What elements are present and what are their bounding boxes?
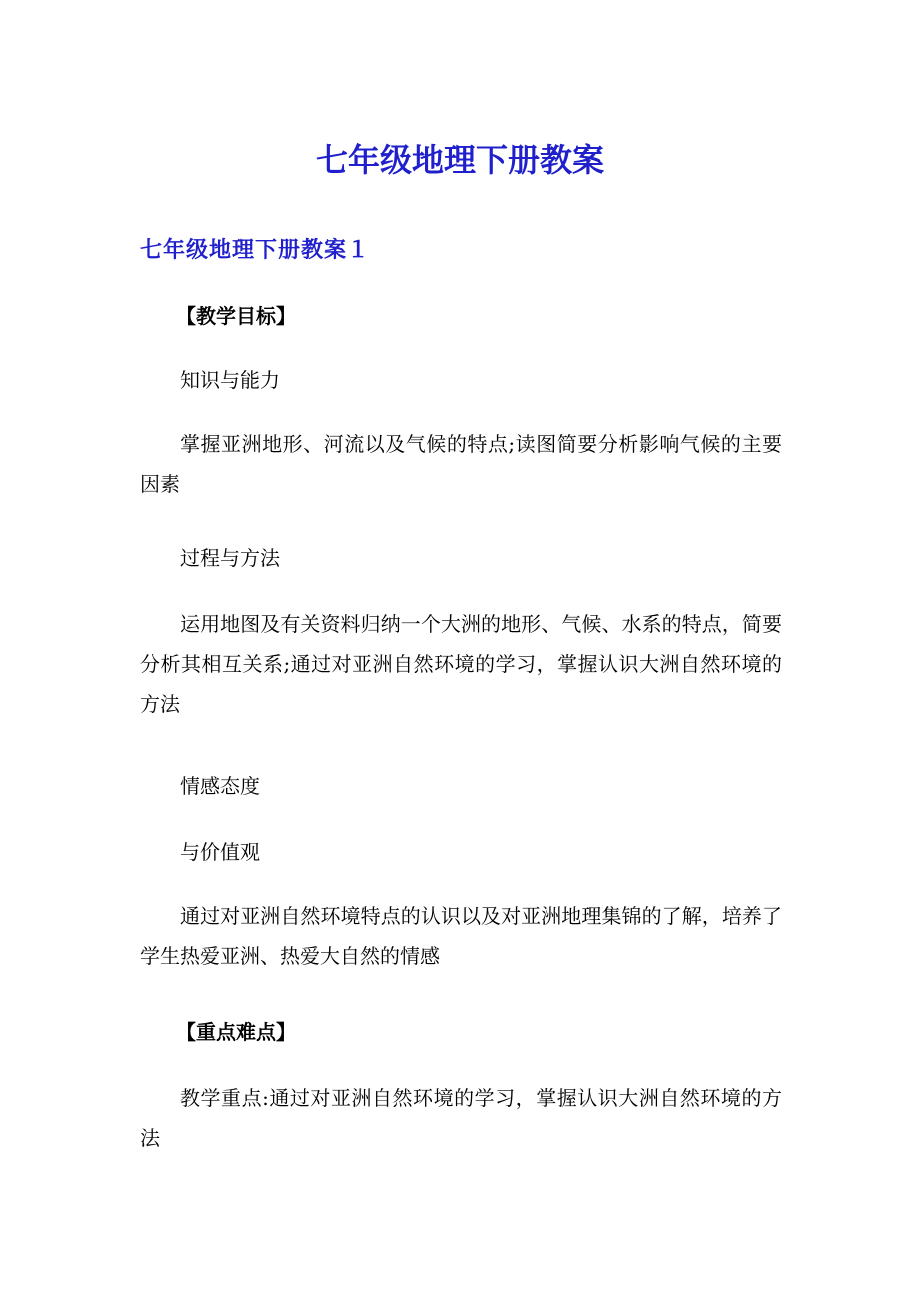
paragraph-process-method: 过程与方法 bbox=[180, 546, 280, 570]
teaching-goals-heading: 【教学目标】 bbox=[176, 304, 296, 328]
section-heading: 七年级地理下册教案１ bbox=[140, 237, 371, 263]
paragraph-emotion-attitude: 情感态度 bbox=[180, 774, 260, 798]
paragraph-knowledge-content: 掌握亚洲地形、河流以及气候的特点;读图简要分析影响气候的主要因素 bbox=[140, 432, 782, 496]
paragraph-process-content: 运用地图及有关资料归纳一个大洲的地形、气候、水系的特点，简要分析其相互关系;通过对亚洲自然环境的学习，掌握认识大洲自然环境的方法 bbox=[140, 612, 782, 716]
paragraph-teaching-focus: 教学重点:通过对亚洲自然环境的学习，掌握认识大洲自然环境的方法 bbox=[140, 1086, 782, 1150]
key-difficult-points-heading: 【重点难点】 bbox=[176, 1020, 296, 1044]
paragraph-values: 与价值观 bbox=[180, 840, 260, 864]
paragraph-values-content: 通过对亚洲自然环境特点的认识以及对亚洲地理集锦的了解，培养了学生热爱亚洲、热爱大自然的情感 bbox=[140, 904, 782, 968]
paragraph-knowledge-ability: 知识与能力 bbox=[180, 368, 280, 392]
document-title: 七年级地理下册教案 bbox=[315, 141, 604, 179]
